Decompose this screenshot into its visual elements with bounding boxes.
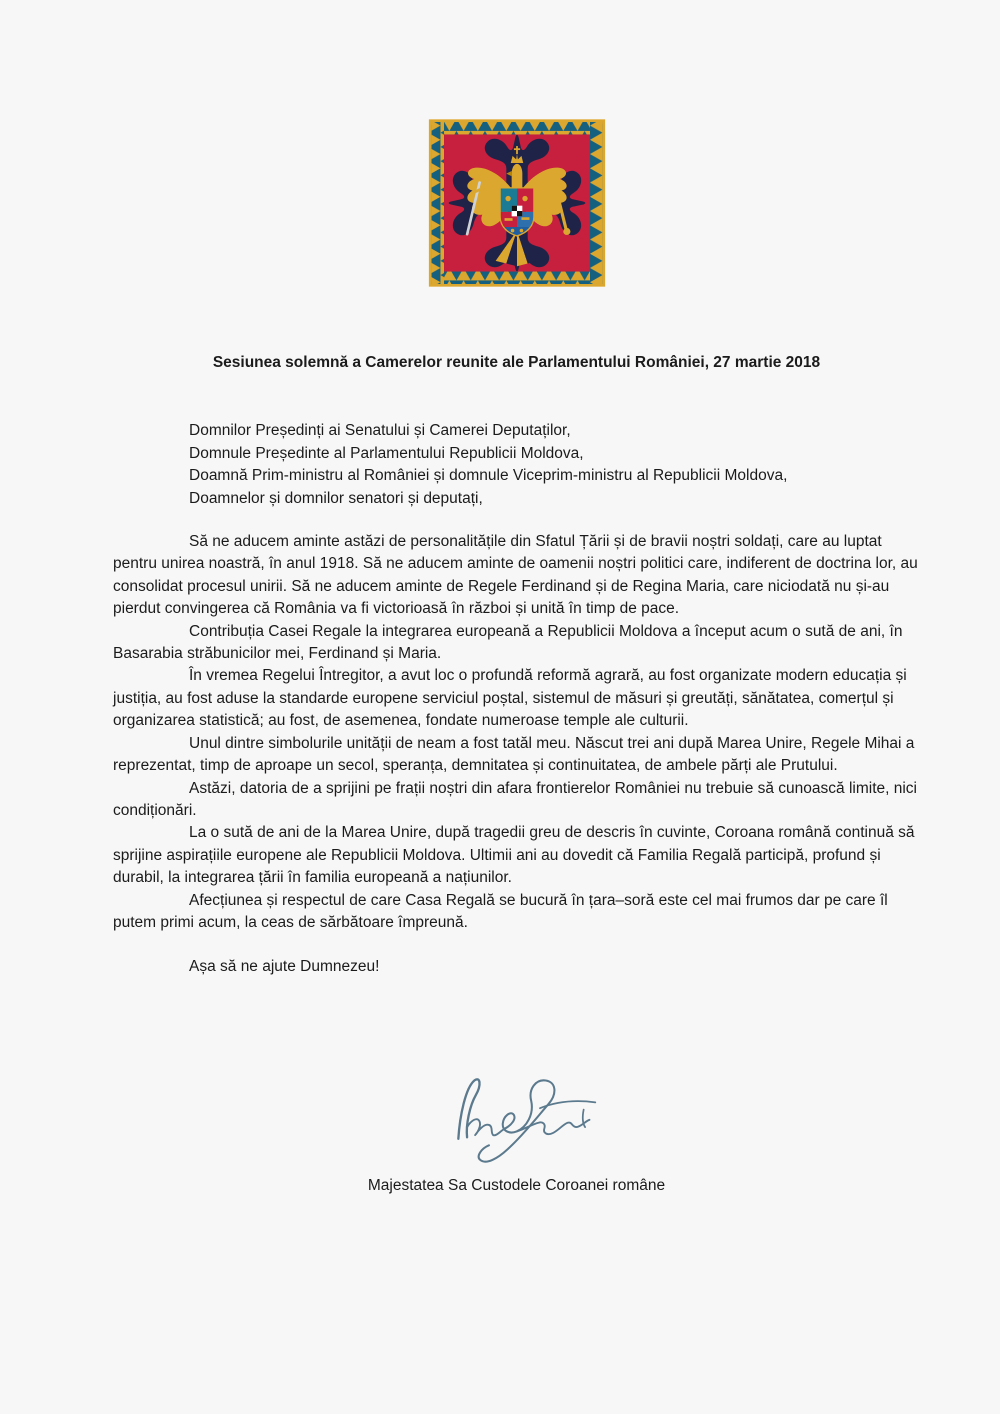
paragraph: În vremea Regelui Întregitor, a avut loc o profundă reformă agrară, au fost organizate modern educația și justiția, au fost aduse la standarde europene serviciul poștal, sistemul de măsuri și greutăți, sănătatea, comerțul și organizarea statistică; au fost, de asemenea, fondate numeroase temple ale culturii.	[113, 667, 907, 730]
paragraph: Să ne aducem aminte astăzi de personalitățile din Sfatul Țării și de bravii noștri soldați, care au luptat pentru unirea noastră, în anul 1918. Să ne aducem aminte de oamenii noștri politici care, indiferent de doctrina lor, au consolidat procesul unirii. Să ne aducem aminte de Regele Ferdinand și de Regina Maria, care niciodată nu și-au pierdut convingerea că România va fi victorioasă în război și unită în timp de pace.	[113, 533, 918, 618]
paragraph: Afecțiunea și respectul de care Casa Regală se bucură în țara–soră este cel mai frumos dar pe care îl putem primi acum, la ceas de sărbătoare împreună.	[113, 891, 888, 931]
signoff-line: Majestatea Sa Custodele Coroanei române	[367, 1176, 666, 1194]
paragraph: Contribuția Casei Regale la integrarea europeană a Republicii Moldova a început acum o sută de ani, în Basarabia străbunicilor mei, Ferdinand și Maria.	[113, 622, 903, 663]
document-title: Sesiunea solemnă a Camerelor reunite ale Parlamentului României, 27 martie 2018	[212, 354, 821, 371]
salutation-line: Domnule Președinte al Parlamentului Republicii Moldova,	[189, 444, 584, 462]
paragraph: La o sută de ani de la Marea Unire, după tragedii greu de descris în cuvinte, Coroana română continuă să sprijine aspirațiile europene ale Republicii Moldova. Ultimii ani au dovedit că Familia Regală participă, profund și durabil, la integrarea țării în familia europeană a națiunilor.	[113, 824, 915, 887]
letter-content	[113, 0, 920, 1197]
closing-invocation: Așa să ne ajute Dumnezeu!	[189, 958, 380, 976]
paragraph: Astăzi, datoria de a sprijini pe frații noștri din afara frontierelor României nu trebuie să cunoască limite, nici condiționări.	[113, 779, 917, 819]
paragraph: Unul dintre simbolurile unității de neam a fost tatăl meu. Născut trei ani după Marea Unire, Regele Mihai a reprezentat, timp de aproape un secol, speranța, demnitatea și continuitatea, de ambele părți ale Prutului.	[113, 734, 915, 775]
royal-standard-emblem-icon	[428, 118, 606, 288]
salutation-block	[113, 420, 920, 510]
salutation-line: Doamnelor și domnilor senatori și deputați,	[189, 489, 483, 507]
emblem-container	[113, 118, 920, 288]
signature-margareta-icon	[432, 1063, 610, 1165]
salutation-line: Doamnă Prim-ministru al României și domnule Viceprim-ministru al Republicii Moldova,	[189, 467, 788, 485]
signature-container	[121, 1063, 920, 1165]
salutation-line: Domnilor Președinți ai Senatului și Camerei Deputaților,	[189, 422, 571, 440]
